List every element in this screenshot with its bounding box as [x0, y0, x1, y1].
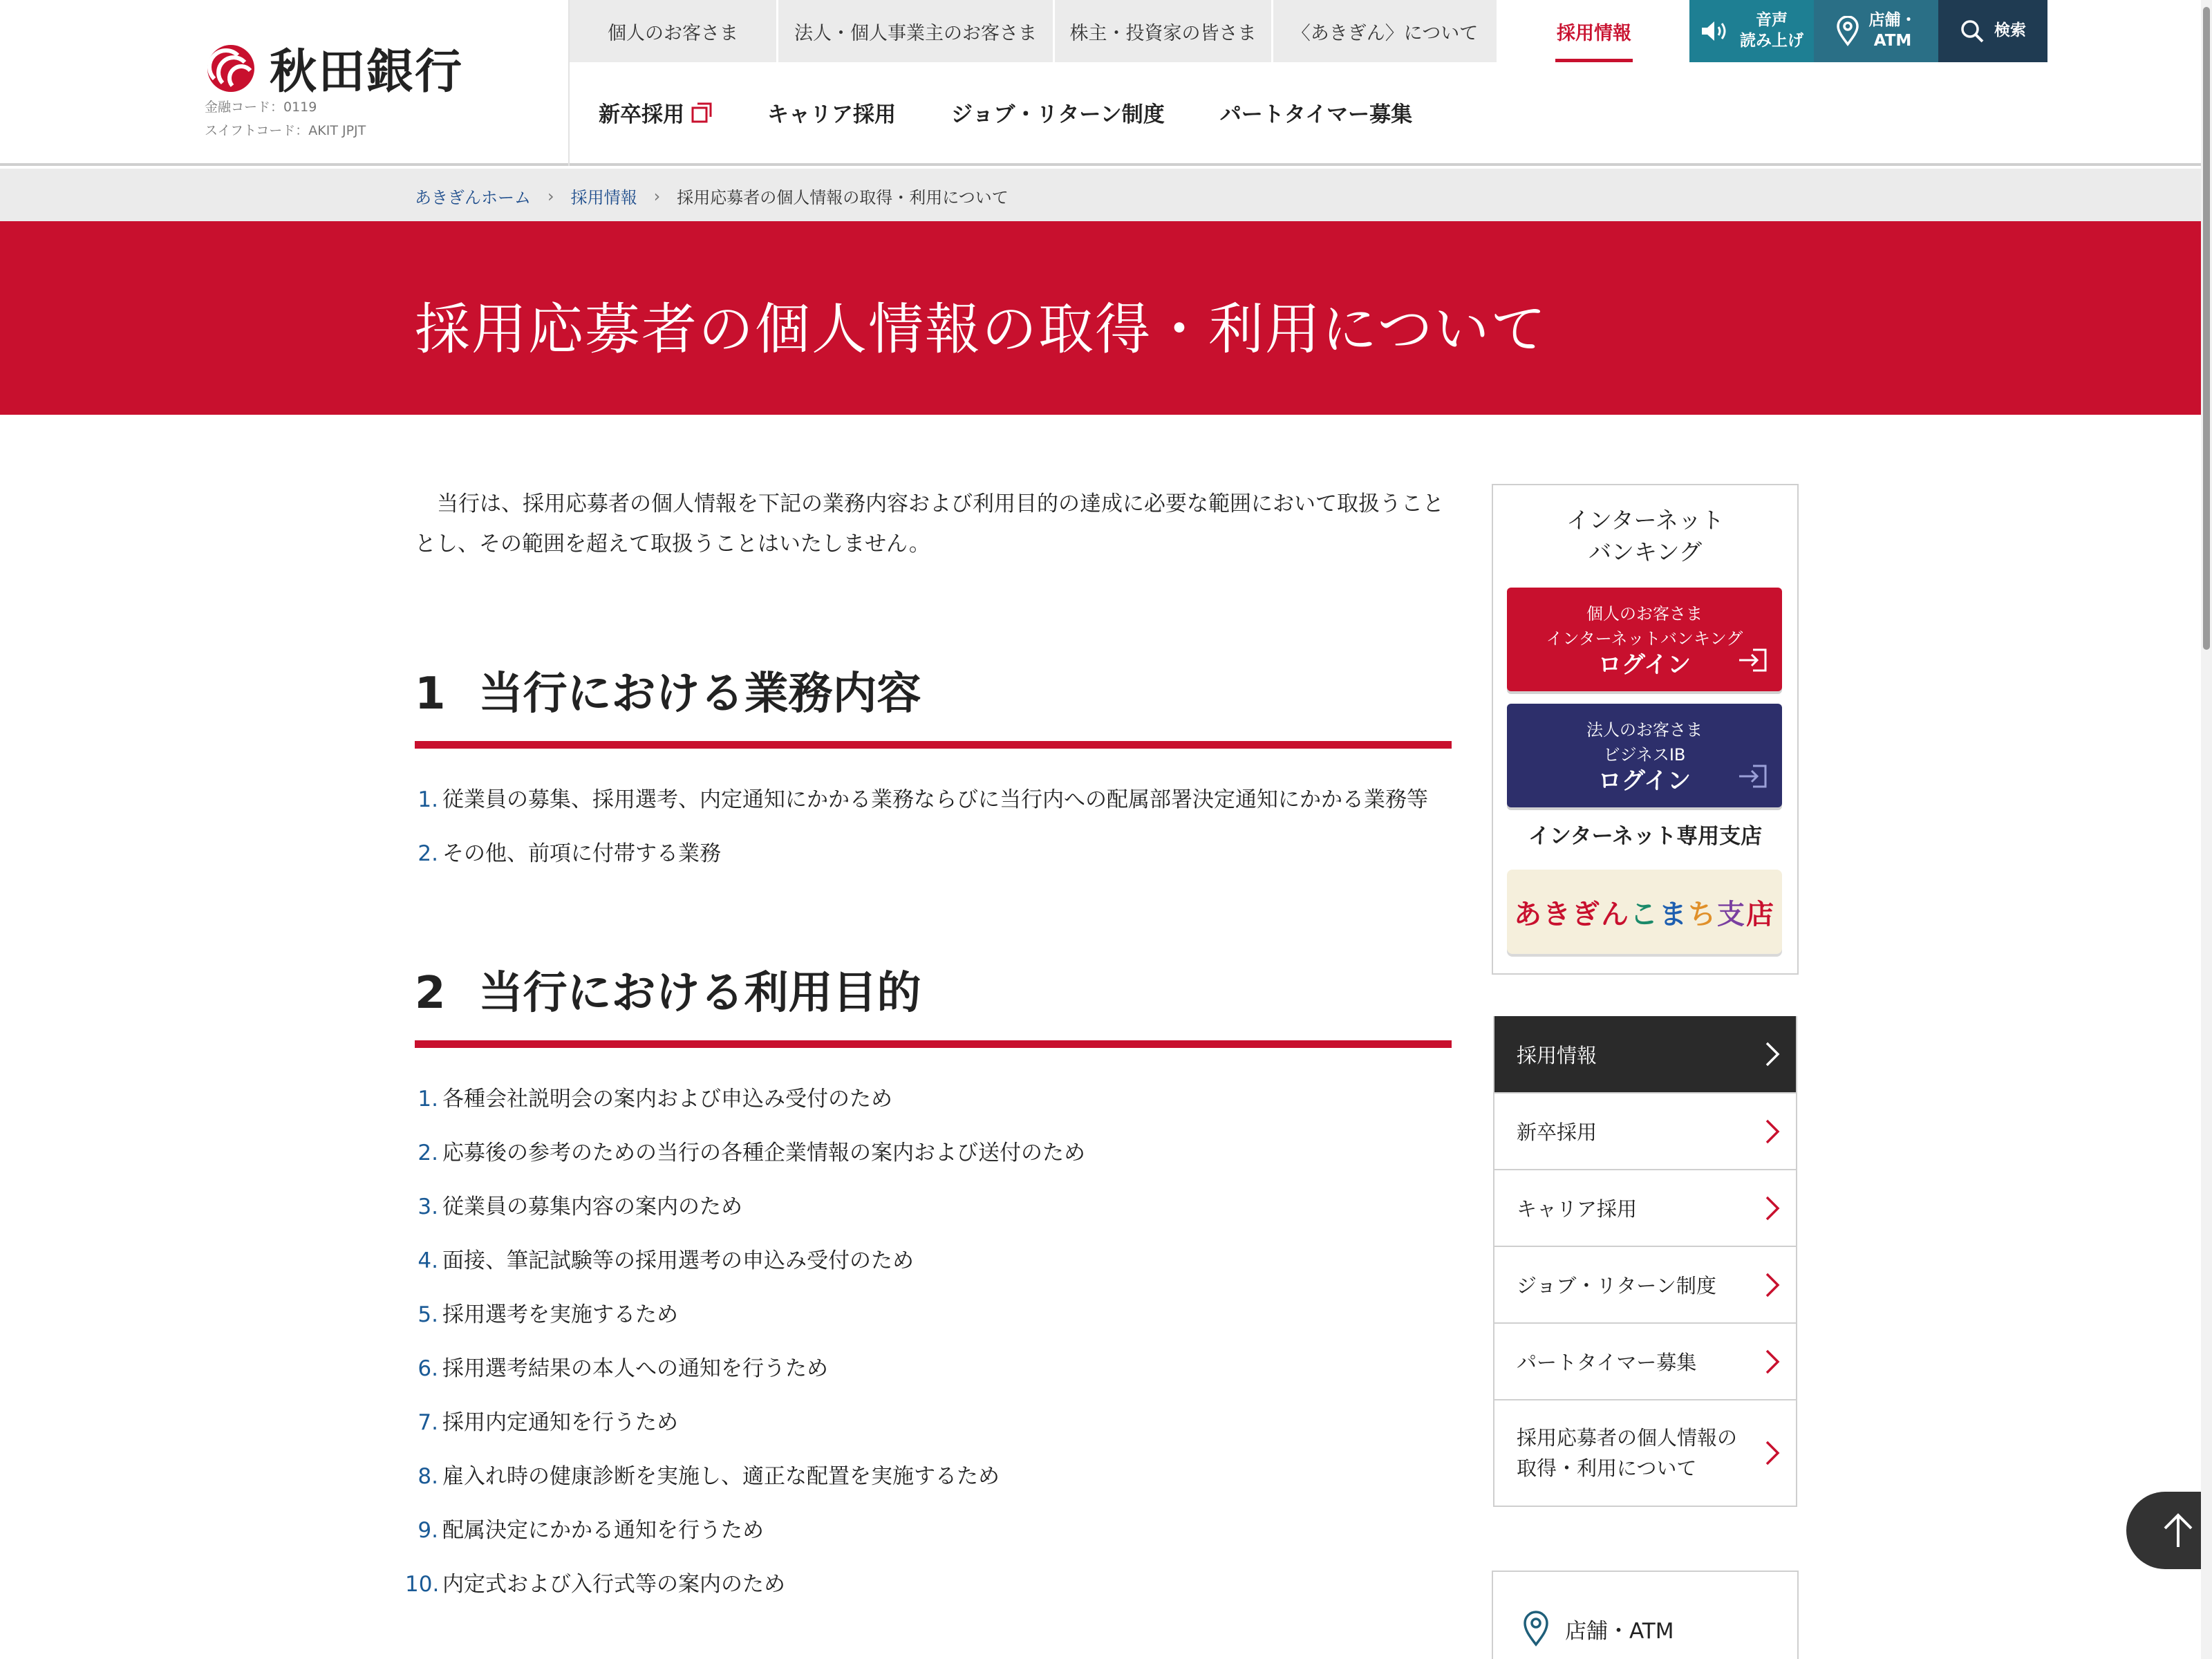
business-list: [415, 783, 1452, 870]
list-number: 8.: [418, 1464, 438, 1489]
sub-nav-job-return[interactable]: ジョブ・リターン制度: [951, 102, 1165, 127]
site-header: [0, 0, 2212, 166]
list-item: [415, 1082, 1452, 1116]
list-number: 2.: [418, 1141, 438, 1165]
personal-login-line-1: 個人のお客さま: [1586, 604, 1703, 624]
personal-login-action: ログイン: [1597, 651, 1691, 679]
list-number: 1.: [418, 787, 438, 812]
section-2-number: 2: [415, 968, 446, 1019]
search-label: 検索: [1994, 21, 2026, 40]
side-menu-label: 新卒採用: [1517, 1121, 1597, 1144]
voice-label-1: 音声: [1756, 11, 1788, 30]
side-menu-recruit[interactable]: [1494, 1016, 1796, 1092]
section-2-heading: [415, 957, 1452, 1048]
side-menu-label: パートタイマー募集: [1517, 1351, 1697, 1374]
search-icon: [1960, 19, 1985, 44]
breadcrumb-recruit[interactable]: 採用情報: [570, 188, 637, 207]
login-icon: [1738, 765, 1767, 788]
side-menu-part-timer[interactable]: [1494, 1322, 1796, 1399]
list-text: 雇入れ時の健康診断を実施し、適正な配置を実施するため: [442, 1464, 1000, 1489]
list-item: [415, 1514, 1452, 1547]
business-login-action: ログイン: [1597, 767, 1691, 795]
list-text: その他、前項に付帯する業務: [442, 841, 721, 866]
business-login-line-1: 法人のお客さま: [1586, 720, 1703, 740]
logo-mark-icon: [205, 43, 263, 94]
list-item: [415, 837, 1452, 870]
section-2-title: 当行における利用目的: [478, 968, 921, 1019]
top-nav: [570, 0, 2047, 62]
top-nav-personal[interactable]: 個人のお客さま: [570, 0, 778, 62]
sub-nav-part-timer[interactable]: パートタイマー募集: [1219, 102, 1413, 127]
list-text: 採用選考結果の本人への通知を行うため: [442, 1356, 828, 1381]
komachi-char: ん: [1601, 898, 1630, 930]
list-item: [405, 1568, 1452, 1601]
komachi-char: ぎ: [1572, 898, 1601, 930]
list-number: 3.: [418, 1194, 438, 1219]
chevron-right-icon: [1764, 1271, 1781, 1299]
komachi-char: 店: [1746, 898, 1775, 930]
login-icon: [1738, 648, 1767, 672]
komachi-char: ま: [1659, 898, 1688, 930]
store-atm-label: 店舗・ATM: [1565, 1619, 1674, 1644]
chevron-right-icon: [1764, 1118, 1781, 1145]
breadcrumb-current: 採用応募者の個人情報の取得・利用について: [677, 188, 1009, 207]
list-item: [415, 1136, 1452, 1170]
list-text: 採用選考を実施するため: [442, 1302, 678, 1327]
internet-branch-label: インターネット専用支店: [1528, 824, 1763, 849]
external-link-icon: [691, 102, 712, 123]
side-menu-label-line-2: 取得・利用について: [1517, 1456, 1697, 1480]
business-login-line-2: ビジネスIB: [1603, 745, 1686, 765]
sub-nav-new-graduate-label: 新卒採用: [599, 102, 684, 127]
personal-login-button[interactable]: [1507, 588, 1782, 691]
list-text: 各種会社説明会の案内および申込み受付のため: [442, 1087, 892, 1112]
personal-login-line-2: インターネットバンキング: [1546, 629, 1743, 648]
side-menu-label: ジョブ・リターン制度: [1517, 1274, 1716, 1297]
komachi-char: こ: [1630, 898, 1659, 930]
speaker-icon: [1700, 19, 1730, 43]
page-title: 採用応募者の個人情報の取得・利用について: [415, 297, 1548, 362]
recruit-side-menu: [1493, 1016, 1797, 1507]
breadcrumb: [415, 184, 1009, 208]
recruit-sub-nav: [599, 97, 1412, 128]
list-number: 10.: [405, 1572, 440, 1597]
side-menu-new-graduate[interactable]: [1494, 1092, 1796, 1169]
section-1-number: 1: [415, 668, 446, 720]
list-item: [415, 1406, 1452, 1439]
top-nav-investors[interactable]: 株主・投資家の皆さま: [1055, 0, 1273, 62]
business-login-button[interactable]: [1507, 704, 1782, 807]
list-number: 1.: [418, 1087, 438, 1112]
logo-text: 秋田銀行: [270, 45, 464, 100]
komachi-char: あ: [1514, 898, 1543, 930]
list-item: [415, 1244, 1452, 1277]
breadcrumb-home[interactable]: あきぎんホーム: [415, 188, 531, 207]
list-text: 従業員の募集、採用選考、内定通知にかかる業務ならびに当行内への配属部署決定通知にかかる業務等: [442, 787, 1428, 812]
side-menu-career[interactable]: [1494, 1169, 1796, 1246]
chevron-right-icon: [1764, 1348, 1781, 1376]
search-button[interactable]: [1938, 0, 2047, 62]
main-content: [405, 484, 1452, 1622]
list-item: [415, 1298, 1452, 1331]
chevron-right-icon: ›: [547, 186, 554, 206]
store-label-1: 店舗・: [1868, 11, 1917, 30]
chevron-right-icon: [1764, 1040, 1781, 1068]
section-1-title: 当行における業務内容: [478, 668, 921, 720]
breadcrumb-bar: [0, 169, 2212, 221]
top-nav-recruit[interactable]: 採用情報: [1499, 0, 1689, 62]
internet-banking-title: [1493, 505, 1797, 568]
page-top-button[interactable]: [2126, 1492, 2212, 1569]
store-label-2: ATM: [1873, 32, 1912, 50]
map-pin-icon: [1522, 1611, 1550, 1647]
top-nav-about[interactable]: 〈あきぎん〉について: [1273, 0, 1499, 62]
bank-code: 金融コード：0119: [205, 100, 317, 115]
list-number: 2.: [418, 841, 438, 866]
top-nav-business[interactable]: 法人・個人事業主のお客さま: [778, 0, 1055, 62]
list-text: 応募後の参考のための当行の各種企業情報の案内および送付のため: [442, 1141, 1085, 1165]
scrollbar-thumb[interactable]: [2203, 7, 2210, 650]
list-text: 面接、筆記試験等の採用選考の申込み受付のため: [442, 1248, 914, 1273]
map-pin-icon: [1836, 16, 1859, 46]
list-number: 6.: [418, 1356, 438, 1381]
internet-banking-box: [1492, 484, 1799, 975]
chevron-right-icon: ›: [653, 186, 661, 206]
bank-logo[interactable]: [205, 35, 463, 102]
list-item: [415, 1352, 1452, 1385]
arrow-up-icon: [2161, 1511, 2195, 1550]
intro-paragraph: 当行は、採用応募者の個人情報を下記の業務内容および利用目的の達成に必要な範囲において取扱うこととし、その範囲を超えて取扱うことはいたしません。: [415, 491, 1444, 556]
list-text: 採用内定通知を行うため: [442, 1410, 678, 1435]
komachi-char: き: [1543, 898, 1572, 930]
list-item: [415, 1190, 1452, 1224]
list-text: 従業員の募集内容の案内のため: [442, 1194, 742, 1219]
chevron-right-icon: [1764, 1194, 1781, 1222]
ib-title-line-1: インターネット: [1566, 507, 1725, 534]
side-menu-personal-info[interactable]: [1494, 1399, 1796, 1506]
komachi-char: 支: [1717, 898, 1746, 930]
side-menu-job-return[interactable]: [1494, 1246, 1796, 1322]
akigin-komachi-branch-button[interactable]: [1507, 870, 1782, 954]
side-menu-label: キャリア採用: [1517, 1197, 1638, 1221]
ib-title-line-2: バンキング: [1588, 538, 1702, 565]
side-menu-label-line-1: 採用応募者の個人情報の: [1517, 1426, 1738, 1450]
list-text: 内定式および入行式等の案内のため: [442, 1572, 785, 1597]
store-atm-button[interactable]: [1814, 0, 1938, 62]
store-atm-link[interactable]: [1492, 1571, 1799, 1659]
list-number: 5.: [418, 1302, 438, 1327]
list-item: [415, 1460, 1452, 1493]
side-menu-label: 採用情報: [1517, 1043, 1597, 1067]
list-number: 4.: [418, 1248, 438, 1273]
komachi-char: ち: [1688, 898, 1717, 930]
swift-code: スイフトコード：AKIT JPJT: [205, 123, 366, 138]
section-1-heading: [415, 658, 1452, 749]
chevron-right-icon: [1764, 1439, 1781, 1467]
voice-label-2: 読み上げ: [1740, 32, 1803, 50]
purpose-list: [405, 1082, 1452, 1601]
sub-nav-career[interactable]: キャリア採用: [767, 102, 896, 127]
voice-readout-button[interactable]: [1689, 0, 1814, 62]
page-hero: [0, 221, 2212, 415]
list-number: 7.: [418, 1410, 438, 1435]
list-text: 配属決定にかかる通知を行うため: [442, 1518, 764, 1543]
list-number: 9.: [418, 1518, 438, 1543]
sub-nav-new-graduate[interactable]: [599, 97, 712, 128]
list-item: [415, 783, 1452, 816]
